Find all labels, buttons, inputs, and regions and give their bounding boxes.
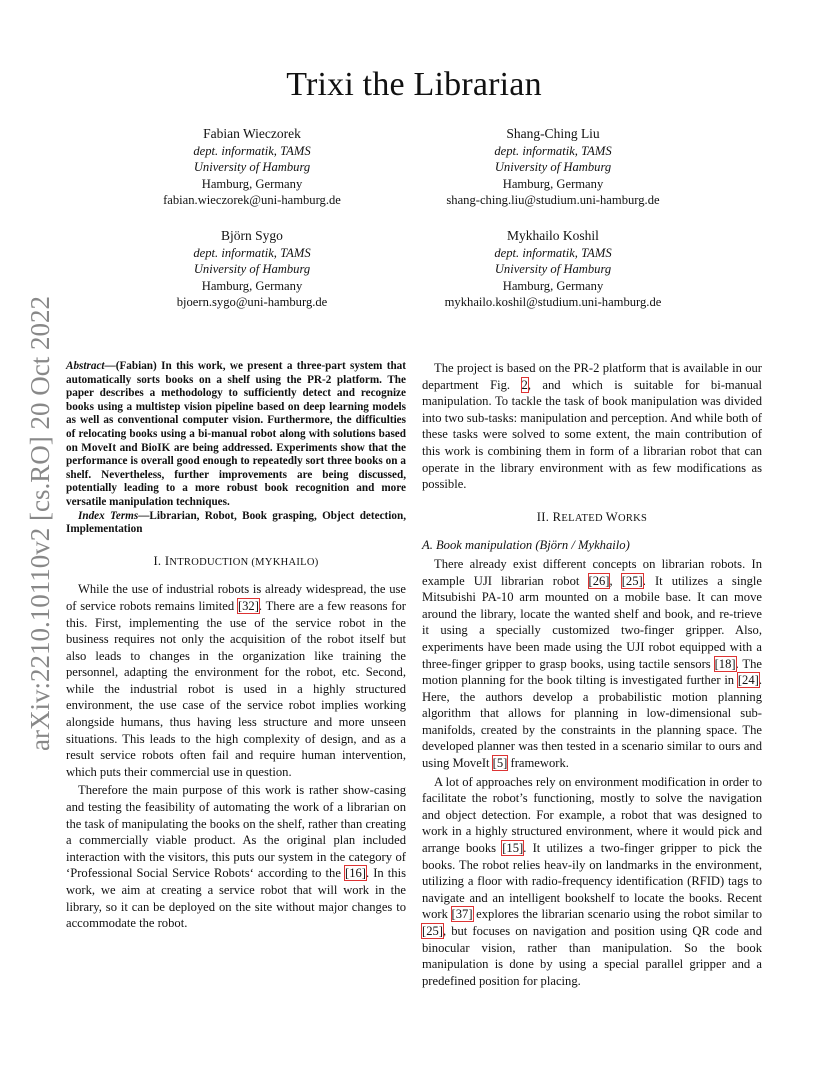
author-block	[102, 126, 402, 209]
author-dept: dept. informatik, TAMS	[494, 143, 612, 158]
citation-link[interactable]: [32]	[237, 598, 259, 613]
intro-paragraph: Therefore the main purpose of this work is rather show-casing and testing the feasibility of automating the work of a librarian on the task of manipulating the books on the shelf, rather than creating a commercially viable product. As the original plan included interaction with the visitors, this puts our system in the category of ‘Professional Social Service Robots‘ according to the [16]. In this work, we aim at creating a service robot that will work in the library, so it can be deployed on the site without major changes to accommodate the robot.	[66, 783, 407, 931]
citation-link[interactable]: [37]	[451, 907, 473, 922]
paper-title: Trixi the Librarian	[286, 66, 542, 103]
author-city: Hamburg, Germany	[502, 278, 604, 293]
related-paragraph: There already exist different concepts on librarian robots. In example UJI librarian robot [26], [25]. It utilizes a single Mitsubishi PA-10 arm mounted on a mobile base. It can move around the library, locate the wanted shelf and book, and re-trieve it using a specially customized two-finger gripper. Also, experiments have been made using the UJI robot equipped with a three-finger gripper to grasp books, using tactile sensors [18]. The motion planning for the book tilting is investigated further in [24]. Here, the authors develop a probabilistic motion planning algorithm that allows for planning in low-dimensional sub-manifolds, created by the constraints in the planning space. The developed planner was then tested in a scenario similar to ours and using MoveIt [5] framework.	[422, 556, 763, 771]
author-block	[403, 126, 703, 209]
author-dept: dept. informatik, TAMS	[193, 245, 311, 260]
arxiv-stamp: arXiv:2210.10110v2 [cs.RO] 20 Oct 2022	[24, 295, 55, 751]
author-dept: dept. informatik, TAMS	[494, 245, 612, 260]
section-heading-introduction: I. INTRODUCTION (MYKHAILO)	[153, 553, 319, 568]
citation-link[interactable]: [24]	[737, 673, 759, 688]
section-heading-related-works: II. RELATED WORKS	[536, 509, 648, 524]
abstract-text: —(Fabian) In this work, we present a three-part system that automatically sorts books on a shelf using the PR-2 platform. The paper describes a methodology to sufficiently detect and recognize books using a multistep vision pipeline based on deep learning models as well as conventional computer vision. Furthermore, the difficulties of relocating books using a bi-manual robot along with solutions based on MoveIt and BioIK are being addressed. Experiments show that the performance is overall good enough to repeatedly sort three books on a shelf. Nevertheless, further improvements are being discussed, potentially leading to a more robust book recognition and more versatile manipulation techniques.	[66, 360, 406, 508]
subsection-heading: A. Book manipulation (Björn / Mykhailo)	[422, 538, 630, 553]
figure-link[interactable]: 2	[521, 377, 528, 392]
author-block	[403, 228, 703, 311]
left-column	[66, 360, 406, 932]
author-name: Shang-Ching Liu	[506, 126, 600, 141]
index-terms-label: Index Terms	[78, 509, 139, 522]
intro-paragraph: While the use of industrial robots is already widespread, the use of service robots remains limited [32]. There are a few reasons for this. First, implementing the use of the service robot in the business requires not only the acquisition of the robot itself but also leads to changes in the organization like training the personnel, adapting the environment for the robot, etc. Second, while the industrial robot is used in a highly structured environment, the use case of the service robot implies working alongside humans, thus having less structure and more unseen situations. This leads to the high complexity of design, and as a result service robots often fail and require human intervention, which puts their commercial use in question.	[66, 582, 406, 779]
author-block	[102, 228, 402, 311]
abstract	[66, 360, 406, 510]
index-terms	[66, 510, 406, 537]
citation-link[interactable]: [15]	[502, 841, 524, 856]
author-email[interactable]: mykhailo.koshil@studium.uni-hamburg.de	[444, 295, 662, 310]
citation-link[interactable]: [26]	[588, 573, 610, 588]
author-name: Mykhailo Koshil	[507, 228, 599, 243]
right-column	[422, 360, 762, 989]
author-university: University of Hamburg	[193, 160, 311, 175]
author-name: Fabian Wieczorek	[203, 126, 301, 141]
author-email[interactable]: bjoern.sygo@uni-hamburg.de	[176, 295, 328, 310]
author-city: Hamburg, Germany	[201, 278, 303, 293]
related-paragraph: A lot of approaches rely on environment modification in order to facilitate the robot’s functioning, mostly to solve the navigation and object detection. For example, a robot that was designed to work in a highly structured environment, where it would pick and arrange books [15]. It utilizes a two-finger gripper to pick the books. The robot relies heav-ily on landmarks in the environment, utilizing a floor with radio-frequency identification (RFID) tags to navigate and an intelligent bookshelf to locate the books. Recent work [37] explores the librarian scenario using the robot similar to [25], but focuses on navigation and position using QR code and binocular vision, rather than manipulation. So the book manipulation is done by using a special parallel gripper and a predefined position for placing.	[422, 774, 762, 988]
author-university: University of Hamburg	[494, 160, 612, 175]
abstract-label: Abstract	[66, 360, 105, 372]
citation-link[interactable]: [5]	[492, 756, 508, 771]
author-city: Hamburg, Germany	[201, 176, 303, 191]
intro-paragraph: The project is based on the PR-2 platform that is available in our department Fig. 2, and which is suitable for bi-manual manipulation. To tackle the task of book manipulation was divided into two sub-tasks: manipulation and perception. And while both of these tasks were solved to some extent, the main contribution of this work is combining them in form of a librarian robot that can operate in the library environment with as few modifications as possible.	[422, 361, 762, 492]
author-email[interactable]: fabian.wieczorek@uni-hamburg.de	[163, 193, 341, 208]
author-dept: dept. informatik, TAMS	[193, 143, 311, 158]
citation-link[interactable]: [16]	[345, 866, 366, 881]
author-name: Björn Sygo	[221, 228, 283, 243]
author-university: University of Hamburg	[494, 262, 612, 277]
author-university: University of Hamburg	[193, 262, 311, 277]
index-terms-text: —Librarian, Robot, Book grasping, Object detection, Implementation	[66, 509, 406, 536]
citation-link[interactable]: [18]	[714, 656, 736, 671]
citation-link[interactable]: [25]	[621, 573, 643, 588]
author-city: Hamburg, Germany	[502, 176, 604, 191]
citation-link[interactable]: [25]	[422, 924, 443, 938]
author-email[interactable]: shang-ching.liu@studium.uni-hamburg.de	[446, 193, 660, 208]
